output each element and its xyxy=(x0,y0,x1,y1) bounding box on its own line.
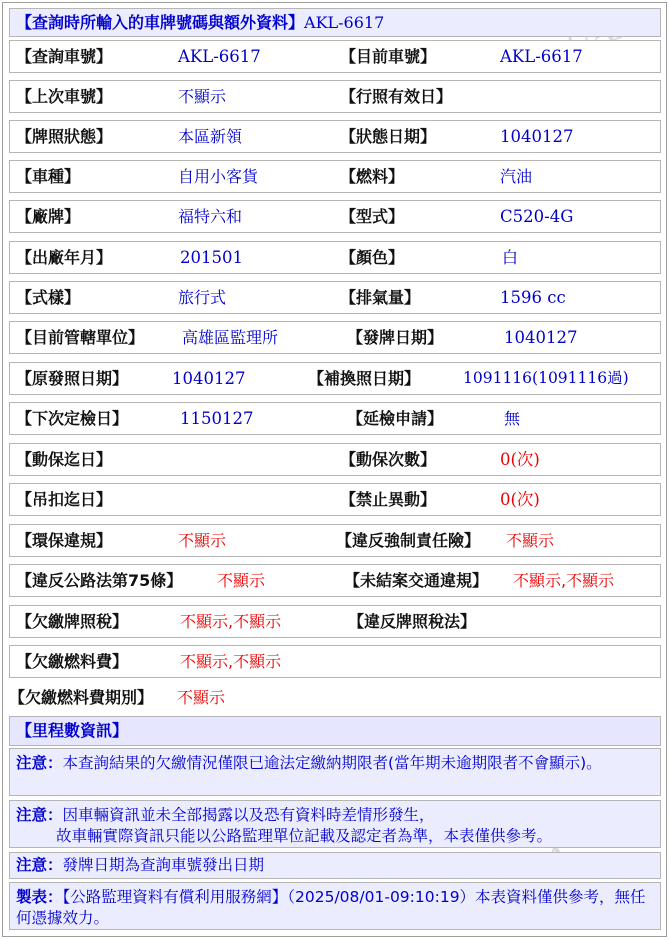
value-fuel-fee-period: 不顯示 xyxy=(177,688,226,707)
value-plate-status: 本區新領 xyxy=(178,127,243,146)
value-environmental-violation: 不顯示 xyxy=(178,531,227,550)
label-status-date: 【狀態日期】 xyxy=(340,127,437,146)
note-text-line1: 因車輛資訊並未全部揭露以及恐有資料時差情形發生， xyxy=(62,806,435,824)
value-status-date: 1040127 xyxy=(500,127,574,146)
label-jurisdiction: 【目前管轄單位】 xyxy=(16,328,145,347)
label-environmental-violation: 【環保違規】 xyxy=(16,531,113,550)
label-unpaid-license-tax: 【欠繳牌照稅】 xyxy=(16,612,129,631)
table-row xyxy=(9,40,661,73)
label-fuel-fee-period: 【欠繳燃料費期別】 xyxy=(9,688,154,707)
table-row xyxy=(9,524,661,557)
note-text: 發牌日期為查詢車號發出日期 xyxy=(62,856,265,874)
note-unpaid-scope xyxy=(9,748,661,796)
value-issue-date: 1040127 xyxy=(504,328,578,347)
value-next-inspection: 1150127 xyxy=(180,409,254,428)
label-color: 【顏色】 xyxy=(340,248,405,267)
label-displacement: 【排氣量】 xyxy=(340,288,421,307)
table-row xyxy=(9,321,661,354)
value-previous-plate: 不顯示 xyxy=(178,87,227,106)
table-row xyxy=(9,362,661,395)
label-unpaid-fuel-fee: 【欠繳燃料費】 xyxy=(16,652,129,671)
fuel-fee-period-row xyxy=(9,684,661,714)
value-manufacture-date: 201501 xyxy=(180,248,243,267)
label-pending-traffic-violations: 【未結案交通違規】 xyxy=(344,571,489,590)
label-license-valid-date: 【行照有效日】 xyxy=(340,87,453,106)
value-current-plate: AKL-6617 xyxy=(500,47,583,66)
note-issue-date xyxy=(9,852,661,879)
value-reissue-date: 1091116(1091116過) xyxy=(463,369,629,387)
table-row xyxy=(9,160,661,193)
label-issue-date: 【發牌日期】 xyxy=(347,328,444,347)
note-label: 製表： xyxy=(16,888,63,906)
table-row xyxy=(9,564,661,597)
table-row xyxy=(9,402,661,435)
label-transfer-prohibited: 【禁止異動】 xyxy=(340,490,437,509)
label-compulsory-insurance-violation: 【違反強制責任險】 xyxy=(336,531,481,550)
value-model: C520-4G xyxy=(500,207,574,226)
value-highway-act-violation: 不顯示 xyxy=(217,571,266,590)
label-current-plate: 【目前車號】 xyxy=(340,47,437,66)
table-row xyxy=(9,281,661,314)
note-label: 注意： xyxy=(16,754,63,772)
label-reissue-date: 【補換照日期】 xyxy=(308,369,421,388)
label-brand: 【廠牌】 xyxy=(16,207,81,226)
table-row xyxy=(9,120,661,153)
value-vehicle-type: 自用小客貨 xyxy=(178,167,259,186)
note-text: 【公路監理資料有償利用服務網】（2025/08/01-09:10:19）本表資料僅供參考，無任何憑據效力。 xyxy=(16,888,646,927)
label-suspension-end-date: 【吊扣迄日】 xyxy=(16,490,113,509)
note-text: 本查詢結果的欠繳情況僅限已逾法定繳納期限者(當年期未逾期限者不會顯示)。 xyxy=(62,754,602,772)
label-plate-status: 【牌照狀態】 xyxy=(16,127,113,146)
table-row xyxy=(9,80,661,113)
table-row xyxy=(9,605,661,638)
table-row xyxy=(9,645,661,678)
value-body-style: 旅行式 xyxy=(178,288,227,307)
label-body-style: 【式樣】 xyxy=(16,288,81,307)
value-pending-traffic-violations: 不顯示,不顯示 xyxy=(513,571,615,590)
label-license-tax-violation: 【違反牌照稅法】 xyxy=(348,612,477,631)
table-row xyxy=(9,241,661,274)
label-query-plate: 【查詢車號】 xyxy=(16,47,113,66)
value-brand: 福特六和 xyxy=(178,207,243,226)
value-lien-count: 0(次) xyxy=(500,450,540,469)
value-displacement: 1596 cc xyxy=(500,288,566,307)
note-text-line2: 故車輛實際資訊只能以公路監理單位記載及認定者為準，本表僅供參考。 xyxy=(56,827,553,845)
note-data-disclaimer xyxy=(9,800,661,848)
label-fuel: 【燃料】 xyxy=(340,167,405,186)
value-jurisdiction: 高雄區監理所 xyxy=(182,328,279,347)
value-query-plate: AKL-6617 xyxy=(178,47,261,66)
page-title: 【查詢時所輸入的車牌號碼與額外資料】AKL-6617 xyxy=(9,8,661,37)
label-lien-end-date: 【動保迄日】 xyxy=(16,450,113,469)
value-fuel: 汽油 xyxy=(500,167,533,186)
value-unpaid-license-tax: 不顯示,不顯示 xyxy=(180,612,282,631)
label-inspection-extension: 【延檢申請】 xyxy=(347,409,444,428)
label-previous-plate: 【上次車號】 xyxy=(16,87,113,106)
label-manufacture-date: 【出廠年月】 xyxy=(16,248,113,267)
value-transfer-prohibited: 0(次) xyxy=(500,490,540,509)
note-generated-by xyxy=(9,882,661,930)
table-row xyxy=(9,200,661,233)
value-inspection-extension: 無 xyxy=(504,409,521,428)
value-unpaid-fuel-fee: 不顯示,不顯示 xyxy=(180,652,282,671)
table-row xyxy=(9,483,661,516)
note-label: 注意： xyxy=(16,856,63,874)
value-compulsory-insurance-violation: 不顯示 xyxy=(506,531,555,550)
table-row xyxy=(9,443,661,476)
value-original-license-date: 1040127 xyxy=(172,369,246,388)
label-lien-count: 【動保次數】 xyxy=(340,450,437,469)
label-vehicle-type: 【車種】 xyxy=(16,167,81,186)
label-highway-act-violation: 【違反公路法第75條】 xyxy=(16,571,183,590)
label-original-license-date: 【原發照日期】 xyxy=(16,369,129,388)
label-next-inspection: 【下次定檢日】 xyxy=(16,409,129,428)
mileage-section-header: 【里程數資訊】 xyxy=(9,716,661,746)
note-label: 注意： xyxy=(16,806,63,824)
value-color: 白 xyxy=(502,248,519,267)
label-model: 【型式】 xyxy=(340,207,405,226)
